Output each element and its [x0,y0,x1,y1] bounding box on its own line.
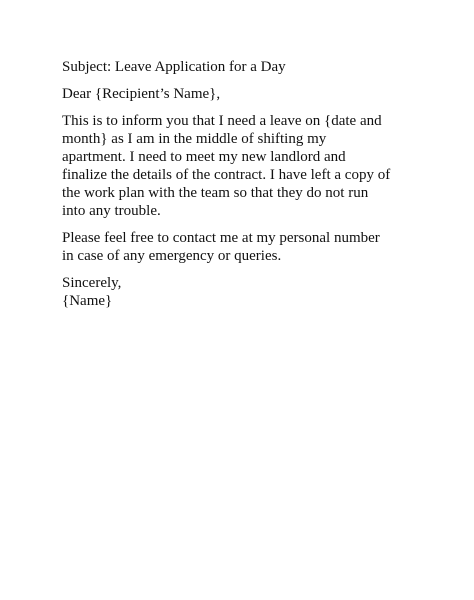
subject-line [62,58,432,76]
subject-text: Subject: Leave Application for a Day [62,59,286,75]
paragraph-line: in case of any emergency or queries. [62,248,282,264]
letter-body [62,58,432,310]
paragraph-line: into any trouble. [62,203,161,219]
salutation-text: Dear {Recipient’s Name}, [62,86,221,102]
closing-block [62,274,432,310]
paragraph-line: month} as I am in the middle of shifting my [62,131,327,147]
paragraph-line: finalize the details of the contract. I have left a copy of [62,167,391,183]
paragraph-line: apartment. I need to meet my new landlord and [62,149,346,165]
paragraph-line: This is to inform you that I need a leave on {date and [62,113,382,129]
paragraph-line: Please feel free to contact me at my personal number [62,230,380,246]
closing-text: Sincerely, [62,275,122,291]
salutation [62,85,432,103]
signature-text: {Name} [62,293,113,309]
paragraph-line: the work plan with the team so that they do not run [62,185,369,201]
body-paragraph-1 [62,112,432,220]
body-paragraph-2 [62,229,432,265]
